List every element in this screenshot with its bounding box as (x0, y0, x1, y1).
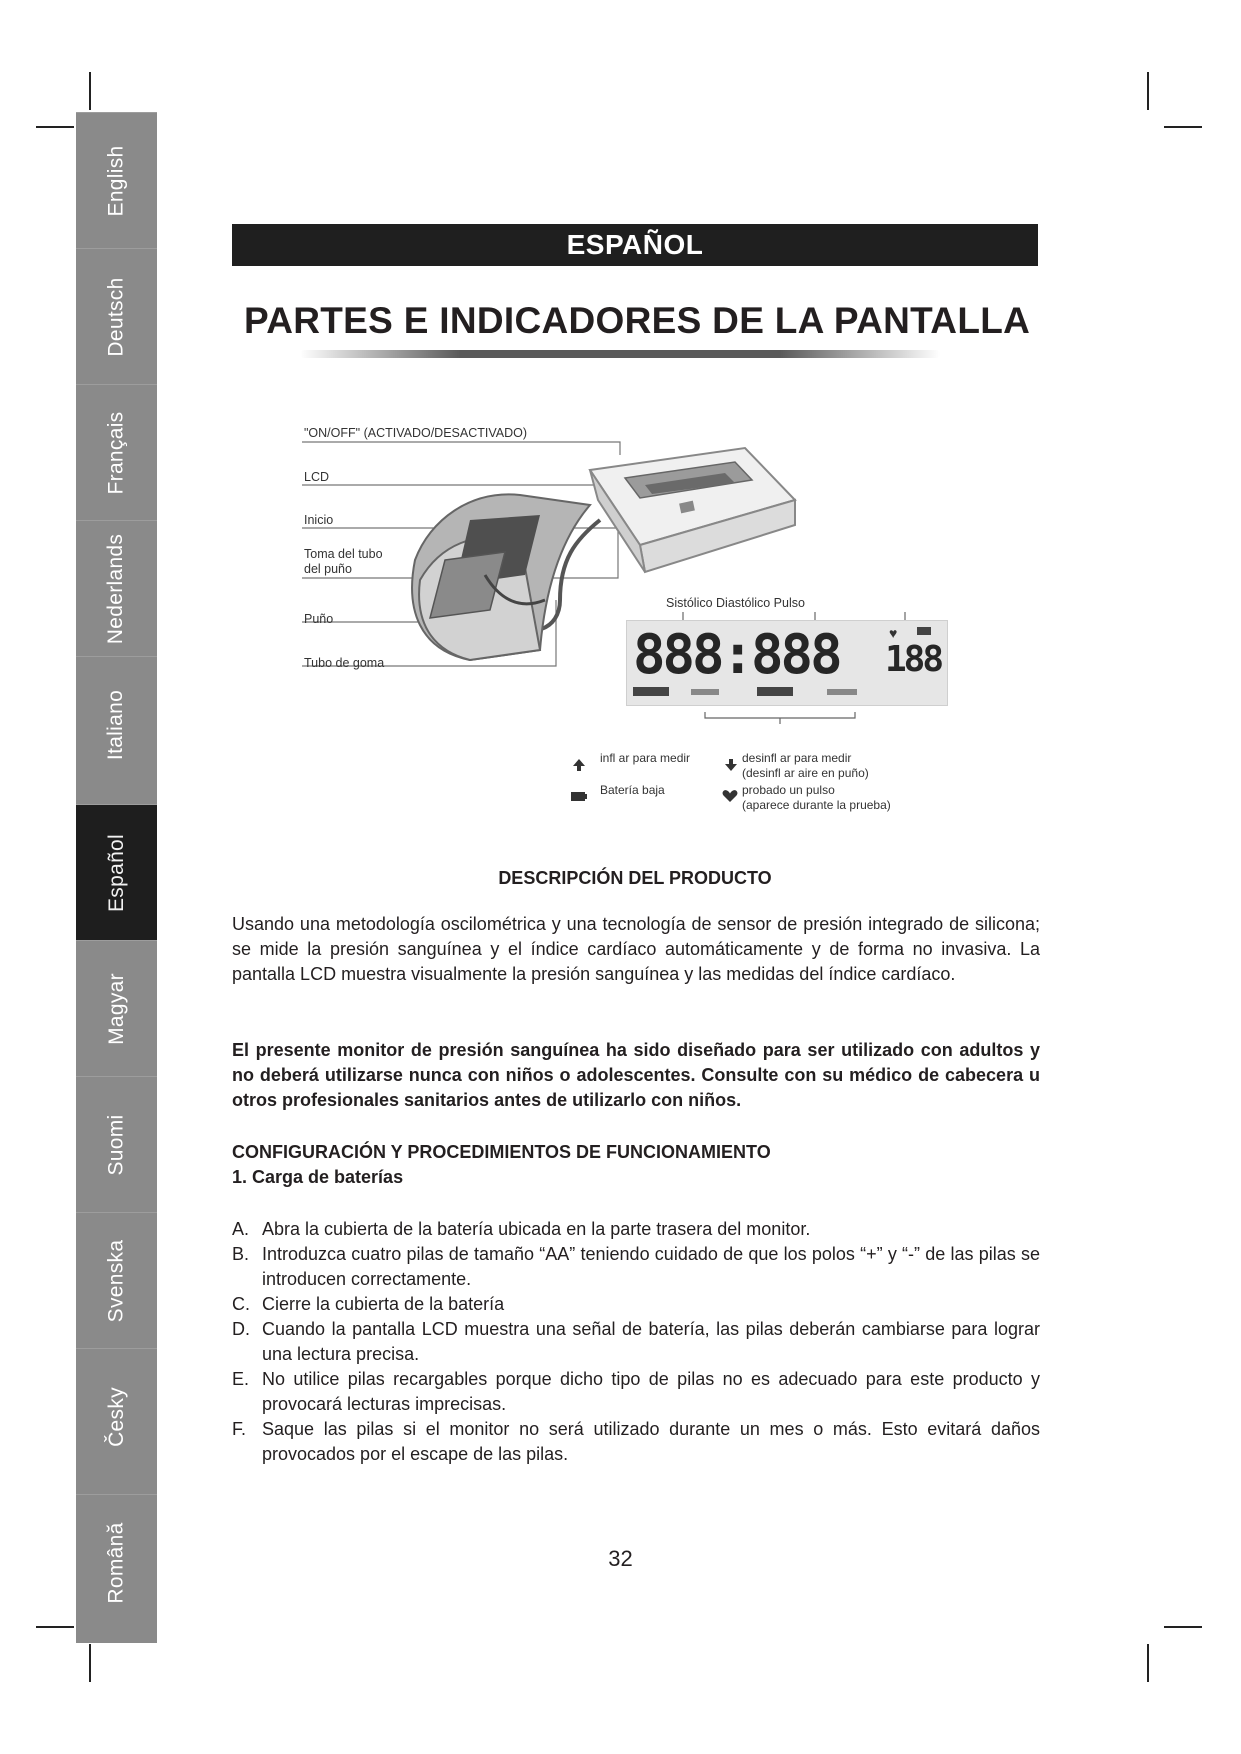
step-marker: B. (232, 1244, 250, 1264)
tab-label: Español (104, 834, 128, 912)
step-marker: E. (232, 1369, 250, 1389)
list-item (232, 1367, 1040, 1417)
legend-pulse-line1: probado un pulso (742, 783, 835, 797)
lcd-indicator-bar (757, 687, 793, 696)
lcd-main-digits: 888:888 (633, 623, 840, 686)
battery-heading: 1. Carga de baterías (232, 1167, 404, 1187)
legend-pulse-line2: (aparece durante la prueba) (742, 798, 891, 812)
lcd-header: Sistólico Diastólico Pulso (666, 596, 805, 610)
product-description-heading: DESCRIPCIÓN DEL PRODUCTO (498, 868, 772, 888)
step-text: Cuando la pantalla LCD muestra una señal de batería, las pilas deberán cambiarse para lograr una lectura precisa. (262, 1319, 1040, 1364)
lcd-display (626, 620, 948, 706)
step-marker: D. (232, 1319, 250, 1339)
label-onoff: "ON/OFF" (ACTIVADO/DESACTIVADO) (304, 426, 528, 440)
usage-warning: El presente monitor de presión sanguínea ha sido diseñado para ser utilizado con adultos y no deberá utilizarse nunca con niños o adolescentes. Consulte con su médico de cabecera u otros profesionales sanitarios antes de utilizarlo con niños. (232, 1040, 1040, 1110)
legend-deflate-line2: (desinfl ar aire en puño) (742, 766, 869, 780)
step-marker: A. (232, 1219, 250, 1239)
lcd-indicator-bar (633, 687, 669, 696)
lcd-indicator-bar (691, 689, 719, 695)
deflate-arrow-icon (724, 758, 738, 772)
list-item (232, 1417, 1040, 1467)
battery-steps (232, 1217, 1040, 1467)
step-marker: F. (232, 1419, 247, 1439)
crop-mark (89, 1644, 91, 1682)
list-item (232, 1242, 1040, 1292)
step-text: Saque las pilas si el monitor no será utilizado durante un mes o más. Esto evitará daños provocados por el escape de las pilas. (262, 1419, 1040, 1464)
tab-svenska[interactable] (76, 1212, 157, 1349)
step-marker: C. (232, 1294, 250, 1314)
config-heading: CONFIGURACIÓN Y PROCEDIMIENTOS DE FUNCIONAMIENTO (232, 1142, 771, 1162)
tab-magyar[interactable] (76, 940, 157, 1077)
label-toma-line1: Toma del tubo (304, 547, 383, 561)
tab-label: Magyar (104, 973, 128, 1045)
tab-label: Deutsch (104, 277, 128, 357)
crop-mark (36, 1626, 74, 1628)
inflate-arrow-icon (572, 758, 586, 772)
label-tubo: Tubo de goma (304, 656, 385, 670)
step-text: No utilice pilas recargables porque dicho tipo de pilas no es adecuado para este producto y provocará lecturas imprecisas. (262, 1369, 1040, 1414)
tab-label: Română (104, 1522, 128, 1604)
label-lcd: LCD (304, 470, 330, 484)
label-inicio: Inicio (304, 513, 334, 527)
label-toma-line2: del puño (304, 562, 352, 576)
lcd-pulse-digits: 188 (885, 639, 942, 680)
page-number: 32 (608, 1546, 633, 1571)
tab-label: Français (104, 411, 128, 495)
device-diagram (0, 0, 1241, 860)
tab-label: Suomi (104, 1114, 128, 1176)
tab-label: English (104, 145, 128, 217)
step-text: Introduzca cuatro pilas de tamaño “AA” teniendo cuidado de que los polos “+” y “-” de las pilas se introducen correctamente. (262, 1244, 1040, 1289)
lcd-indicator-bar (827, 689, 857, 695)
list-item (232, 1317, 1040, 1367)
device-illustration (0, 0, 1241, 860)
tab-suomi[interactable] (76, 1076, 157, 1213)
list-item (232, 1217, 1040, 1242)
tab-label: Italiano (104, 689, 128, 761)
legend-deflate-line1: desinfl ar para medir (742, 751, 852, 765)
list-item (232, 1292, 1040, 1317)
step-text: Cierre la cubierta de la batería (262, 1294, 505, 1314)
section-header: ESPAÑOL (232, 224, 1038, 266)
label-puno: Puño (304, 612, 334, 626)
legend-inflate: infl ar para medir (600, 751, 691, 765)
tab-label: Nederlands (104, 533, 128, 645)
tab-label: Svenska (104, 1239, 128, 1323)
tab-label: Česky (104, 1387, 128, 1447)
heart-icon: ♥ (889, 625, 898, 641)
legend-battery: Batería baja (600, 783, 665, 797)
crop-mark (1164, 1626, 1202, 1628)
crop-mark (1147, 1644, 1149, 1682)
low-battery-icon (570, 789, 588, 803)
battery-icon (917, 627, 931, 635)
product-description: Usando una metodología oscilométrica y una tecnología de sensor de presión integrado de silicona; se mide la presión sanguínea y el índice cardíaco automáticamente y de forma no invasiva. La pantalla LCD muestra visualmente la presión sanguínea y las medidas del índice cardíaco. (232, 914, 1040, 984)
tab-cesky[interactable] (76, 1348, 157, 1485)
step-text: Abra la cubierta de la batería ubicada en la parte trasera del monitor. (262, 1219, 811, 1239)
page-title: PARTES E INDICADORES DE LA PANTALLA (244, 300, 1031, 341)
pulse-heart-icon (722, 789, 738, 803)
